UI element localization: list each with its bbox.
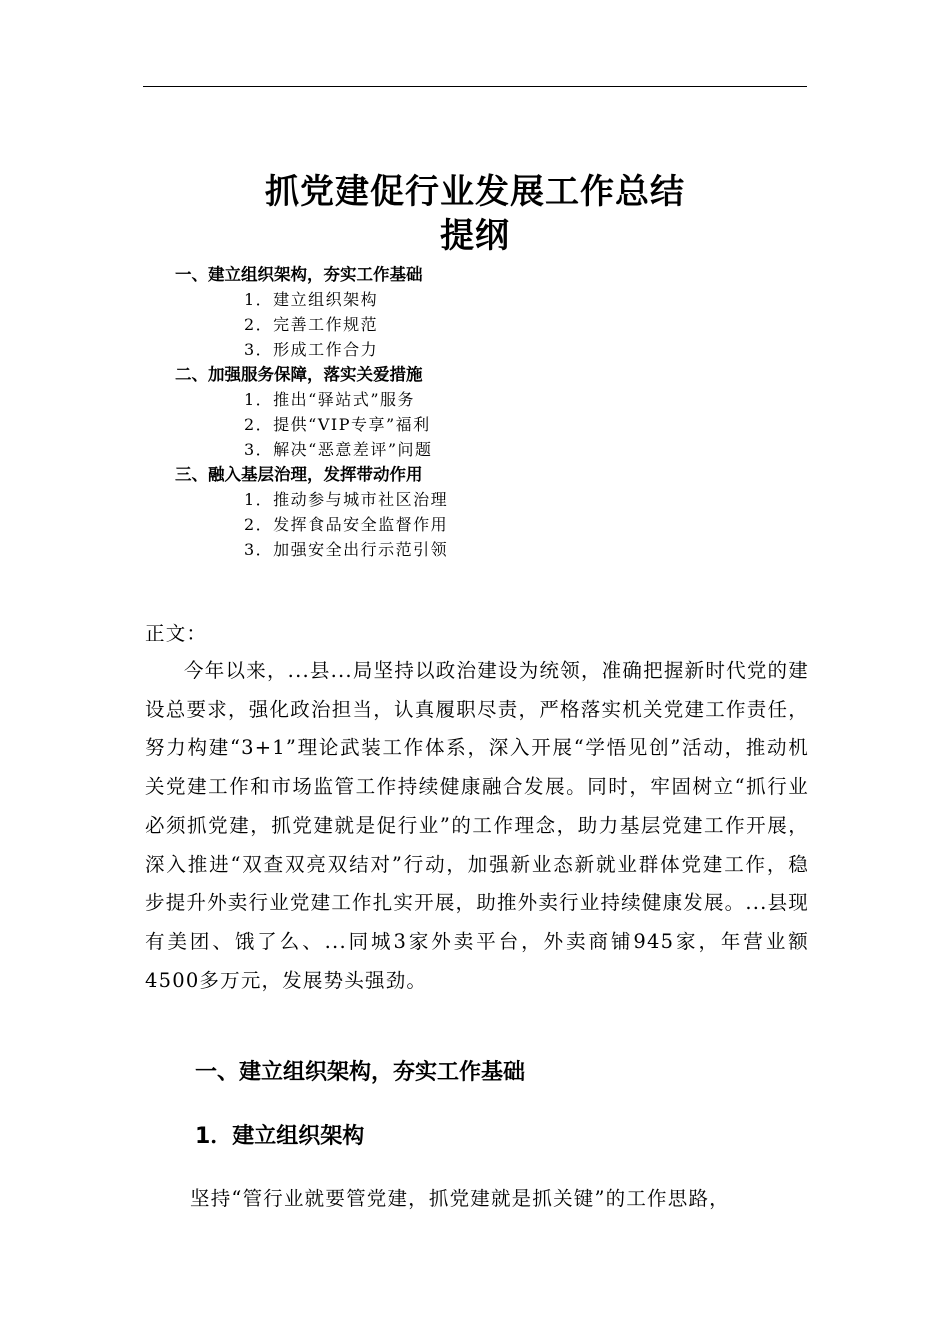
- outline-item-1-1: 1．建立组织架构: [244, 290, 379, 309]
- outline-item-3-3: 3．加强安全出行示范引领: [244, 540, 449, 559]
- outline-item-2-3: 3．解决“恶意差评”问题: [244, 440, 433, 459]
- sub-heading: 1．建立组织架构: [195, 1124, 365, 1149]
- header-rule: [143, 86, 807, 87]
- outline-item-3-2: 2．发挥食品安全监督作用: [244, 515, 449, 534]
- section-heading: 一、建立组织架构，夯实工作基础: [195, 1060, 526, 1085]
- outline-heading-1: 一、建立组织架构，夯实工作基础: [175, 265, 423, 284]
- outline-item-1-2: 2．完善工作规范: [244, 315, 379, 334]
- outline-item-2-2: 2．提供“VIP专享”福利: [244, 415, 431, 434]
- body-paragraph-2: 坚持“管行业就要管党建，抓党建就是抓关键”的工作思路，: [190, 1187, 730, 1210]
- outline-item-1-3: 3．形成工作合力: [244, 340, 379, 359]
- outline-item-2-1: 1．推出“驿站式”服务: [244, 390, 416, 409]
- outline-item-3-1: 1．推动参与城市社区治理: [244, 490, 449, 509]
- body-paragraph: 今年以来，...县...局坚持以政治建设为统领，准确把握新时代党的建设总要求，强化政治担当，认真履职尽责，严格落实机关党建工作责任，努力构建“3+1”理论武装工作体系，深入开展“学悟见创”活动，推动机关党建工作和市场监管工作持续健康融合发展。同时，牢固树立“抓行业必须抓党建，抓党建就是促行业”的工作理念，助力基层党建工作开展，深入推进“双查双亮双结对”行动，加强新业态新就业群体党建工作，稳步提升外卖行业党建工作扎实开展，助推外卖行业持续健康发展。...县现有美团、饿了么、...同城3家外卖平台，外卖商铺945家，年营业额4500多万元，发展势头强劲。: [145, 659, 809, 992]
- document-subtitle: 提纲: [440, 216, 510, 256]
- document-title: 抓党建促行业发展工作总结: [265, 172, 685, 212]
- outline-heading-2: 二、加强服务保障，落实关爱措施: [175, 365, 423, 384]
- body-label: 正文：: [145, 622, 208, 645]
- outline-heading-3: 三、融入基层治理，发挥带动作用: [175, 465, 423, 484]
